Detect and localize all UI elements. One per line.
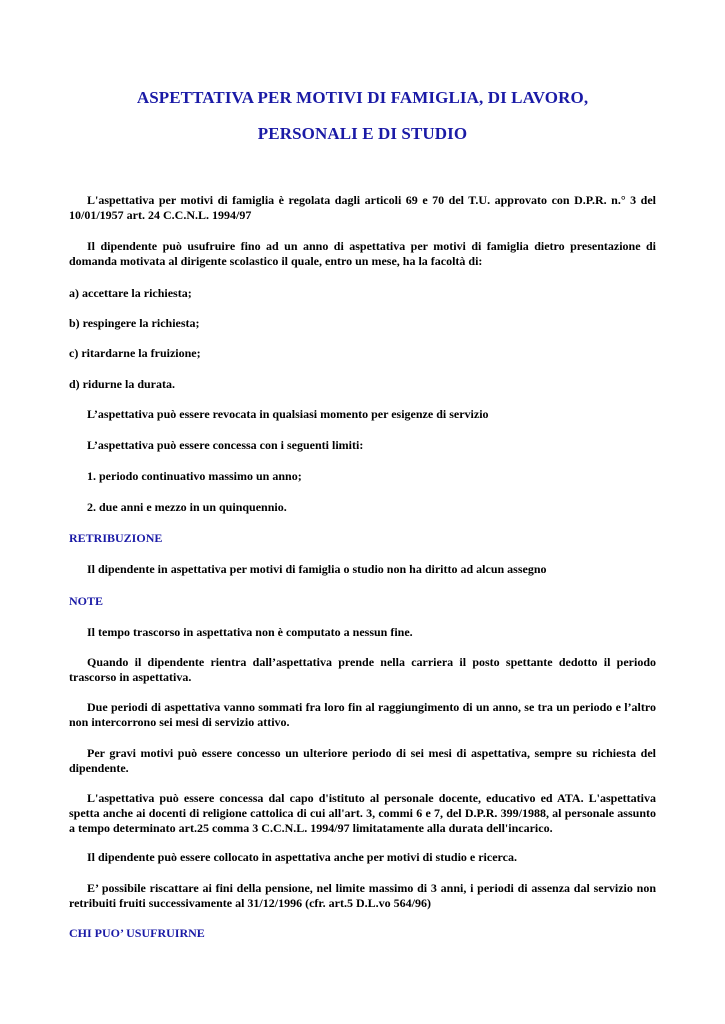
paragraph-return: Quando il dipendente rientra dall’aspettativa prende nella carriera il posto spettante dedotto il periodo trascorso in aspettativa. [69,655,656,684]
section-heading-retribuzione: RETRIBUZIONE [69,531,163,545]
list-item-c: c) ritardarne la fruizione; [69,346,201,360]
paragraph-time: Il tempo trascorso in aspettativa non è computato a nessun fine. [87,625,413,639]
paragraph-two-periods: Due periodi di aspettativa vanno sommati fra loro fin al raggiungimento di un anno, se tra un periodo e l’altro non intercorrono sei mesi di servizio attivo. [69,700,656,729]
paragraph-revocation: L’aspettativa può essere revocata in qualsiasi momento per esigenze di servizio [87,407,489,421]
paragraph-granting: L'aspettativa può essere concessa dal capo d'istituto al personale docente, educativo ed ATA. L'aspettativa spetta anche ai docenti di religione cattolica di cui all'art. 3, commi 6 e 7, del D.P.R. 399/1988, al personale assunto a tempo determinato art.25 comma 3 C.C.N.L. 1994/97 limitatamente alla durata dell'incarico. [69,791,656,835]
list-item-d: d) ridurne la durata. [69,377,176,391]
list-item-b: b) respingere la richiesta; [69,316,200,330]
paragraph-pension: E’ possibile riscattare ai fini della pensione, nel limite massimo di 3 anni, i periodi di assenza dal servizio non retribuiti fruiti successivamente al 31/12/1996 (cfr. art.5 D.L.vo 564/96) [69,881,656,910]
section-heading-chi-puo-usufruirne: CHI PUO’ USUFRUIRNE [69,926,205,940]
paragraph-limits: L’aspettativa può essere concessa con i seguenti limiti: [87,438,364,452]
document-title-line-1: ASPETTATIVA PER MOTIVI DI FAMIGLIA, DI LAVORO, [136,88,589,107]
limit-item-2: 2. due anni e mezzo in un quinquennio. [87,500,287,514]
paragraph-regulation: L'aspettativa per motivi di famiglia è regolata dagli articoli 69 e 70 del T.U. approvato con D.P.R. n.° 3 del 10/01/1957 art. 24 C.C.N.L. 1994/97 [69,193,656,222]
section-heading-note: NOTE [69,594,104,608]
document-title-line-2: PERSONALI E DI STUDIO [257,124,468,143]
paragraph-grave-reasons: Per gravi motivi può essere concesso un ulteriore periodo di sei mesi di aspettativa, sempre su richiesta del dipendente. [69,746,656,775]
paragraph-study: Il dipendente può essere collocato in aspettativa anche per motivi di studio e ricerca. [87,850,517,864]
paragraph-retribution: Il dipendente in aspettativa per motivi di famiglia o studio non ha diritto ad alcun assegno [87,562,547,576]
list-item-a: a) accettare la richiesta; [69,286,192,300]
paragraph-request: Il dipendente può usufruire fino ad un anno di aspettativa per motivi di famiglia dietro presentazione di domanda motivata al dirigente scolastico il quale, entro un mese, ha la facoltà di: [69,239,656,268]
limit-item-1: 1. periodo continuativo massimo un anno; [87,469,302,483]
